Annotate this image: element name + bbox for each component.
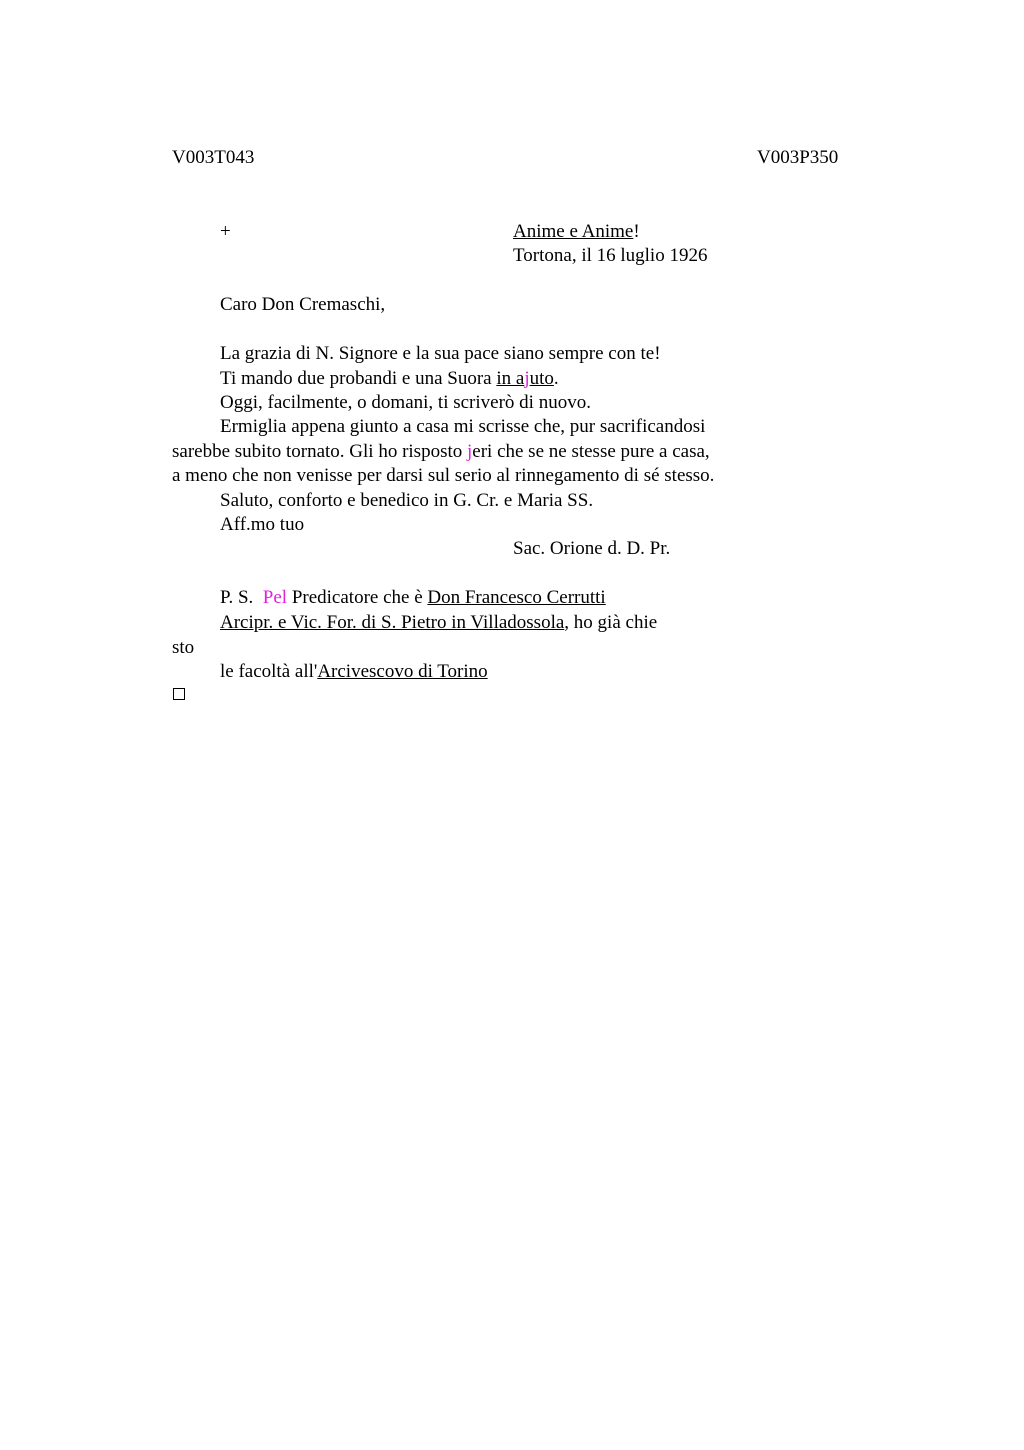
postscript-line-1 bbox=[220, 586, 606, 610]
end-box-symbol bbox=[173, 688, 185, 700]
body-line-1: La grazia di N. Signore e la sua pace siano sempre con te! bbox=[220, 343, 661, 364]
ps-preacher-name: Don Francesco Cerrutti bbox=[427, 587, 606, 608]
postscript-line-2 bbox=[220, 611, 657, 635]
place-date: Tortona, il 16 luglio 1926 bbox=[513, 245, 708, 266]
body-line-4: Ermiglia appena giunto a casa mi scrisse che, pur sacrificandosi bbox=[220, 416, 706, 437]
salutation: Caro Don Cremaschi, bbox=[220, 294, 386, 315]
motto-suffix: ! bbox=[633, 221, 640, 242]
ps-middle: Predicatore che è bbox=[287, 587, 428, 608]
closing: Aff.mo tuo bbox=[220, 514, 305, 535]
body-line-2 bbox=[220, 367, 559, 391]
postscript-line-3: sto bbox=[172, 637, 195, 658]
jeri-correction: j bbox=[467, 441, 473, 462]
signature: Sac. Orione d. D. Pr. bbox=[513, 538, 671, 559]
body-line-5-start: sarebbe subito tornato. Gli ho risposto bbox=[172, 441, 467, 462]
volume-code-left: V003T043 bbox=[172, 147, 255, 168]
body-line-3: Oggi, facilmente, o domani, ti scriverò di nuovo. bbox=[220, 392, 591, 413]
ajuto-part-2: uto bbox=[529, 368, 554, 389]
underlined-in-ajuto bbox=[496, 368, 554, 389]
body-line-2-end: . bbox=[553, 368, 559, 389]
ps-label: P. S. bbox=[220, 587, 263, 608]
body-line-5 bbox=[172, 440, 710, 464]
ps-line-2-end: , ho già chie bbox=[564, 612, 658, 633]
body-line-6: a meno che non venisse per darsi sul serio al rinnegamento di sé stesso. bbox=[172, 465, 715, 486]
body-line-5-end: eri che se ne stesse pure a casa, bbox=[472, 441, 710, 462]
ps-title-underlined: Arcipr. e Vic. For. di S. Pietro in Villadossola bbox=[220, 612, 565, 633]
cross-symbol: + bbox=[220, 221, 231, 242]
volume-code-right: V003P350 bbox=[757, 147, 839, 168]
ps-line-4-start: le facoltà all' bbox=[220, 661, 318, 682]
motto-underlined: Anime e Anime bbox=[513, 221, 634, 242]
motto bbox=[513, 220, 640, 244]
ajuto-part-1: in a bbox=[496, 368, 525, 389]
ajuto-correction: j bbox=[524, 368, 530, 389]
body-line-2-text: Ti mando due probandi e una Suora bbox=[220, 368, 497, 389]
postscript-line-4 bbox=[220, 660, 488, 684]
body-line-7: Saluto, conforto e benedico in G. Cr. e Maria SS. bbox=[220, 490, 594, 511]
ps-archbishop-underlined: Arcivescovo di Torino bbox=[317, 661, 488, 682]
pel-correction: Pel bbox=[262, 587, 288, 608]
